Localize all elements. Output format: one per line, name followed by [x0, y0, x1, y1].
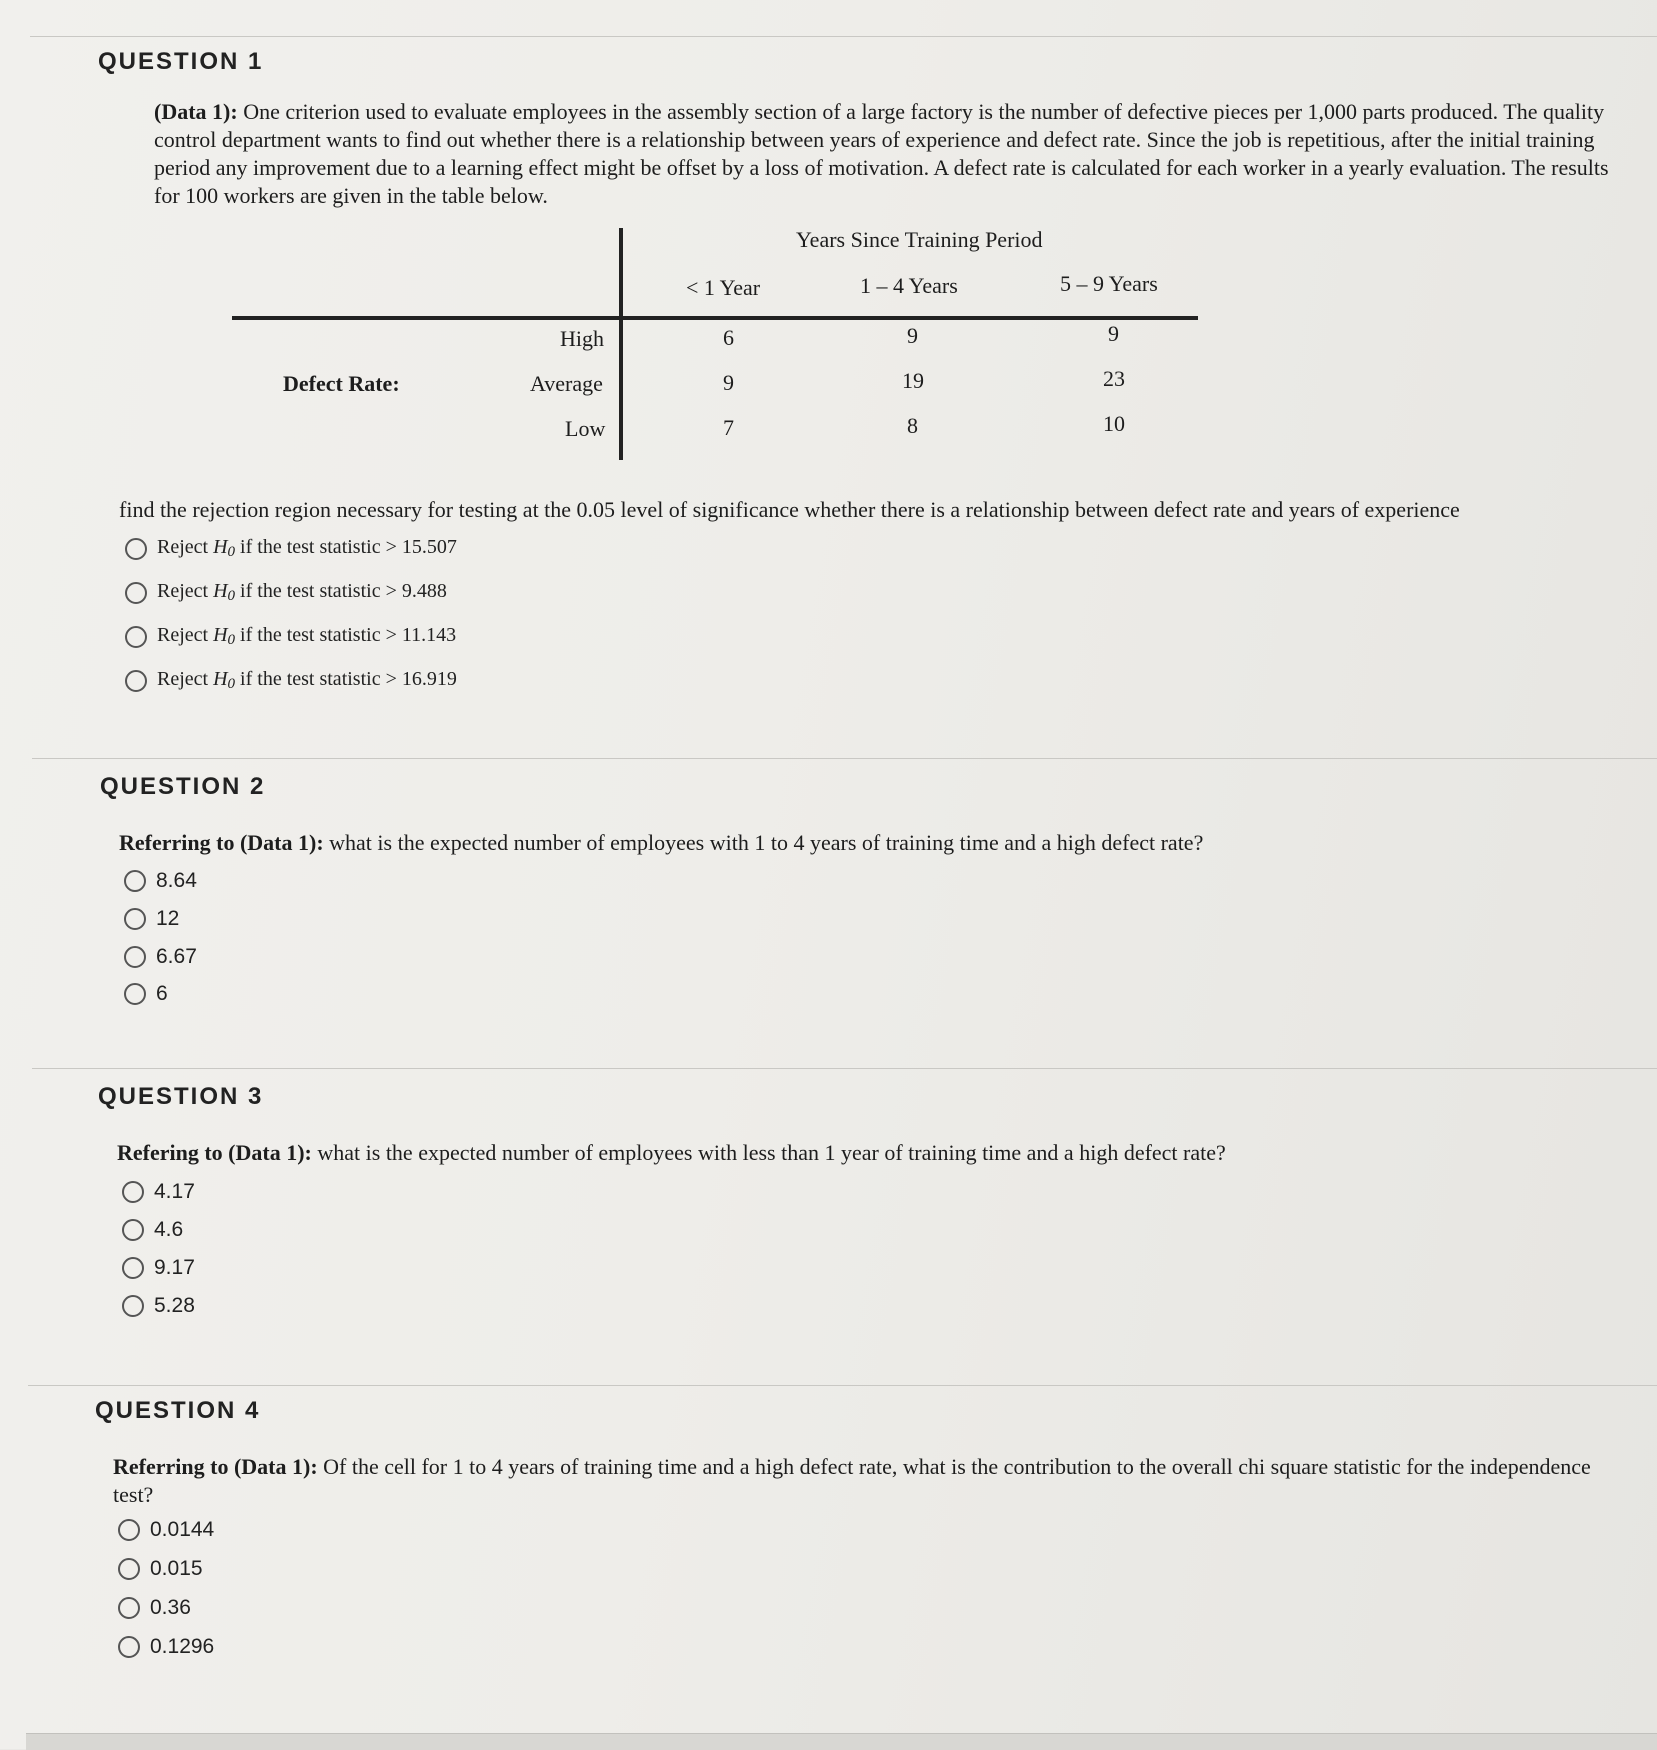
table-cell: 8	[907, 413, 918, 438]
radio-button[interactable]	[124, 946, 146, 968]
radio-button[interactable]	[122, 1181, 144, 1203]
column-header: < 1 Year	[686, 275, 761, 300]
intro-text: One criterion used to evaluate employees in the assembly section of a large factory is the number of defective pieces per 1,000 parts produced. The quality control department wants to find out whether there is a relationship between years of experience and defect rate. Since the job is repetitious, after the initial training period any improvement due to a learning effect might be offset by a loss of motivation. A defect rate is calculated for each worker in a yearly evaluation. The results for 100 workers are given in the table below.	[154, 99, 1609, 208]
option-label: Reject H0 if the test statistic > 9.488	[157, 580, 447, 604]
column-header: 5 – 9 Years	[1060, 271, 1158, 296]
table-cell: 19	[902, 368, 924, 393]
option-label: 0.36	[150, 1596, 191, 1619]
radio-button[interactable]	[124, 908, 146, 930]
table-cell: 9	[1108, 321, 1119, 346]
q3-option-4[interactable]	[122, 1294, 195, 1318]
bottom-panel-edge	[26, 1733, 1657, 1750]
q1-option-2[interactable]	[125, 580, 447, 605]
q2-option-3[interactable]	[124, 945, 197, 969]
question-3-title: QUESTION 3	[98, 1083, 264, 1110]
divider	[32, 758, 1657, 759]
q4-option-2[interactable]	[118, 1557, 203, 1581]
option-label: 6.67	[156, 945, 197, 968]
radio-button[interactable]	[125, 582, 147, 604]
radio-button[interactable]	[124, 983, 146, 1005]
row-label-high: High	[560, 326, 604, 351]
radio-button[interactable]	[124, 870, 146, 892]
option-label: 5.28	[154, 1294, 195, 1317]
radio-button[interactable]	[122, 1219, 144, 1241]
q3-option-1[interactable]	[122, 1180, 195, 1204]
question-4-prompt: Referring to (Data 1): Of the cell for 1 to 4 years of training time and a high defect rate, what is the contribution to the overall chi square statistic for the independence test?	[113, 1454, 1591, 1507]
radio-button[interactable]	[118, 1597, 140, 1619]
table-header-rule	[232, 316, 1198, 320]
option-label: 6	[156, 982, 168, 1005]
radio-button[interactable]	[122, 1295, 144, 1317]
option-label: Reject H0 if the test statistic > 16.919	[157, 668, 457, 692]
divider	[28, 1385, 1657, 1386]
q3-option-2[interactable]	[122, 1218, 183, 1242]
q1-option-1[interactable]	[125, 536, 457, 561]
divider	[32, 1068, 1657, 1069]
option-label: 4.17	[154, 1180, 195, 1203]
question-4-title: QUESTION 4	[95, 1397, 261, 1424]
table-cell: 7	[723, 415, 734, 440]
radio-button[interactable]	[118, 1519, 140, 1541]
question-2-title: QUESTION 2	[100, 773, 266, 800]
q4-option-3[interactable]	[118, 1596, 191, 1620]
column-group-header: Years Since Training Period	[796, 227, 1043, 252]
table-cell: 9	[907, 323, 918, 348]
option-label: 12	[156, 907, 180, 930]
column-header: 1 – 4 Years	[860, 273, 958, 298]
divider	[30, 36, 1657, 37]
row-group-label: Defect Rate:	[283, 371, 400, 396]
q1-option-4[interactable]	[125, 668, 457, 693]
q2-option-4[interactable]	[124, 982, 168, 1006]
q2-option-1[interactable]	[124, 869, 197, 893]
row-label-low: Low	[565, 416, 606, 441]
question-2-prompt: Referring to (Data 1): what is the expected number of employees with 1 to 4 years of training time and a high defect rate?	[119, 830, 1204, 855]
question-1-prompt: find the rejection region necessary for testing at the 0.05 level of significance whether there is a relationship between defect rate and years of experience	[119, 497, 1460, 522]
question-3-prompt: Refering to (Data 1): what is the expected number of employees with less than 1 year of training time and a high defect rate?	[117, 1140, 1226, 1165]
option-label: 0.0144	[150, 1518, 215, 1541]
radio-button[interactable]	[118, 1636, 140, 1658]
radio-button[interactable]	[125, 670, 147, 692]
row-label-average: Average	[530, 371, 603, 396]
option-label: 0.1296	[150, 1635, 215, 1658]
radio-button[interactable]	[118, 1558, 140, 1580]
q4-option-4[interactable]	[118, 1635, 214, 1659]
question-1-title: QUESTION 1	[98, 48, 264, 75]
q2-option-2[interactable]	[124, 907, 179, 931]
q1-option-3[interactable]	[125, 624, 456, 649]
table-vertical-rule	[619, 228, 623, 460]
option-label: 4.6	[154, 1218, 184, 1241]
option-label: Reject H0 if the test statistic > 15.507	[157, 536, 457, 560]
table-cell: 6	[723, 325, 734, 350]
table-cell: 23	[1103, 366, 1125, 391]
radio-button[interactable]	[122, 1257, 144, 1279]
option-label: 9.17	[154, 1256, 195, 1279]
data-label: (Data 1):	[154, 99, 238, 124]
q3-option-3[interactable]	[122, 1256, 195, 1280]
option-label: 8.64	[156, 869, 197, 892]
table-cell: 9	[723, 370, 734, 395]
radio-button[interactable]	[125, 538, 147, 560]
option-label: 0.015	[150, 1557, 203, 1580]
table-cell: 10	[1103, 411, 1125, 436]
option-label: Reject H0 if the test statistic > 11.143	[157, 624, 457, 648]
question-1-intro	[154, 98, 1624, 210]
radio-button[interactable]	[125, 626, 147, 648]
q4-option-1[interactable]	[118, 1518, 214, 1542]
